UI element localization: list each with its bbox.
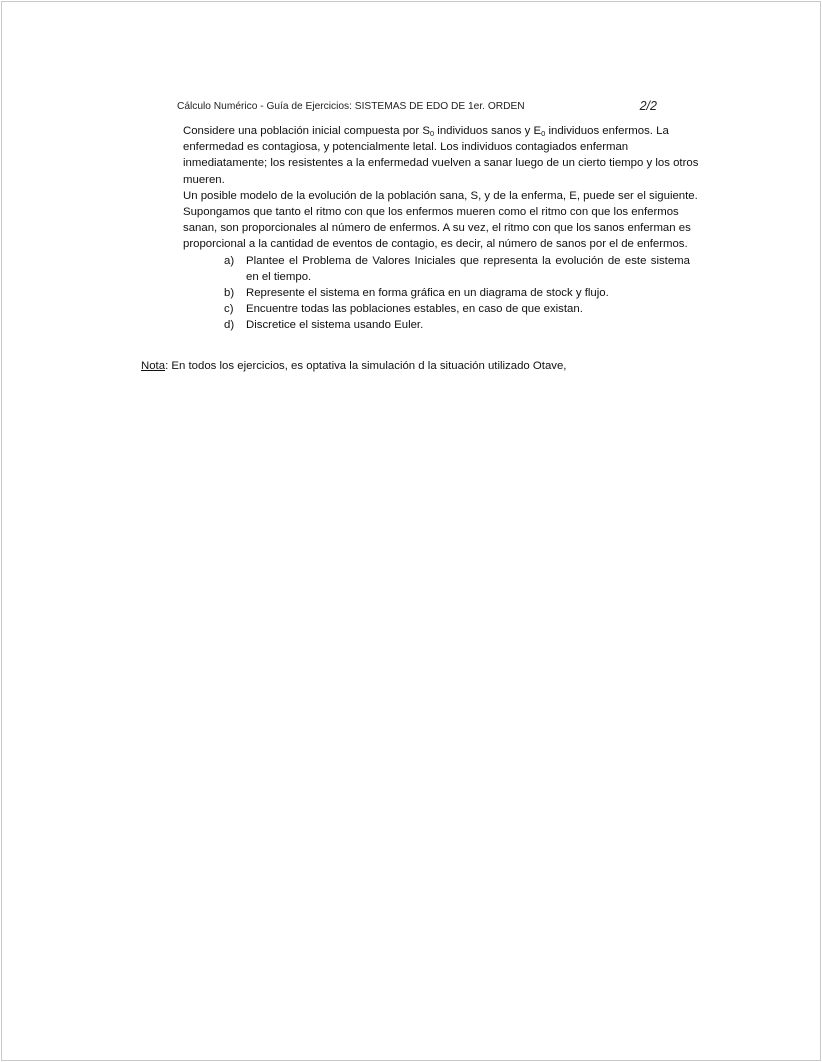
item-text: Discretice el sistema usando Euler. xyxy=(246,319,424,332)
item-marker: c) xyxy=(224,303,234,316)
exercise-paragraph-2: Un posible modelo de la evolución de la población sana, S, y de la enferma, E, puede ser el siguiente. Supongamos que tanto el ritmo con que los enfermos mueren como el ritmo con que los enfermos sanan, son proporcionales al número de enfermos. A su vez, el ritmo con que los sanos enferman es proporcional a la cantidad de eventos de contagio, es decir, al número de sanos por el de enfermos. xyxy=(183,189,698,251)
list-item xyxy=(183,253,690,285)
list-item xyxy=(183,285,690,301)
note-label: Nota xyxy=(141,360,166,372)
item-marker: d) xyxy=(224,319,235,332)
exercise-body xyxy=(183,123,703,334)
paragraph-1-part-b: individuos sanos y E xyxy=(434,125,542,137)
item-text: Plantee el Problema de Valores Iniciales que representa la evolución de este sistema en el tiempo. xyxy=(246,254,690,283)
item-marker: b) xyxy=(224,287,235,300)
item-marker: a) xyxy=(224,254,235,267)
header-title: Cálculo Numérico - Guía de Ejercicios: SISTEMAS DE EDO DE 1er. ORDEN xyxy=(177,101,525,112)
item-text: Represente el sistema en forma gráfica en un diagrama de stock y flujo. xyxy=(246,287,609,300)
e0-subscript: 0 xyxy=(541,129,546,138)
page-header xyxy=(177,100,657,114)
page-number: 2/2 xyxy=(639,99,657,113)
document-page xyxy=(1,1,821,1061)
list-item xyxy=(183,317,690,333)
s0-subscript: 0 xyxy=(429,129,435,138)
paragraph-1-part-a: Considere una población inicial compuesta por S xyxy=(183,125,430,137)
paragraph-1-part-c: individuos enfermos. La enfermedad es contagiosa, y potencialmente letal. Los individuos contagiados enferman inmediatamente; los resistentes a la enfermedad vuelven a sanar luego de un cierto tiempo y los otros mueren. xyxy=(183,125,699,186)
exercise-paragraph-1 xyxy=(183,123,703,188)
item-text: Encuentre todas las poblaciones estables, en caso de que existan. xyxy=(246,303,583,316)
footnote xyxy=(141,358,701,374)
note-text: : En todos los ejercicios, es optativa la simulación d la situación utilizado Otave, xyxy=(165,360,567,372)
list-item xyxy=(183,301,690,317)
exercise-items xyxy=(183,253,703,334)
